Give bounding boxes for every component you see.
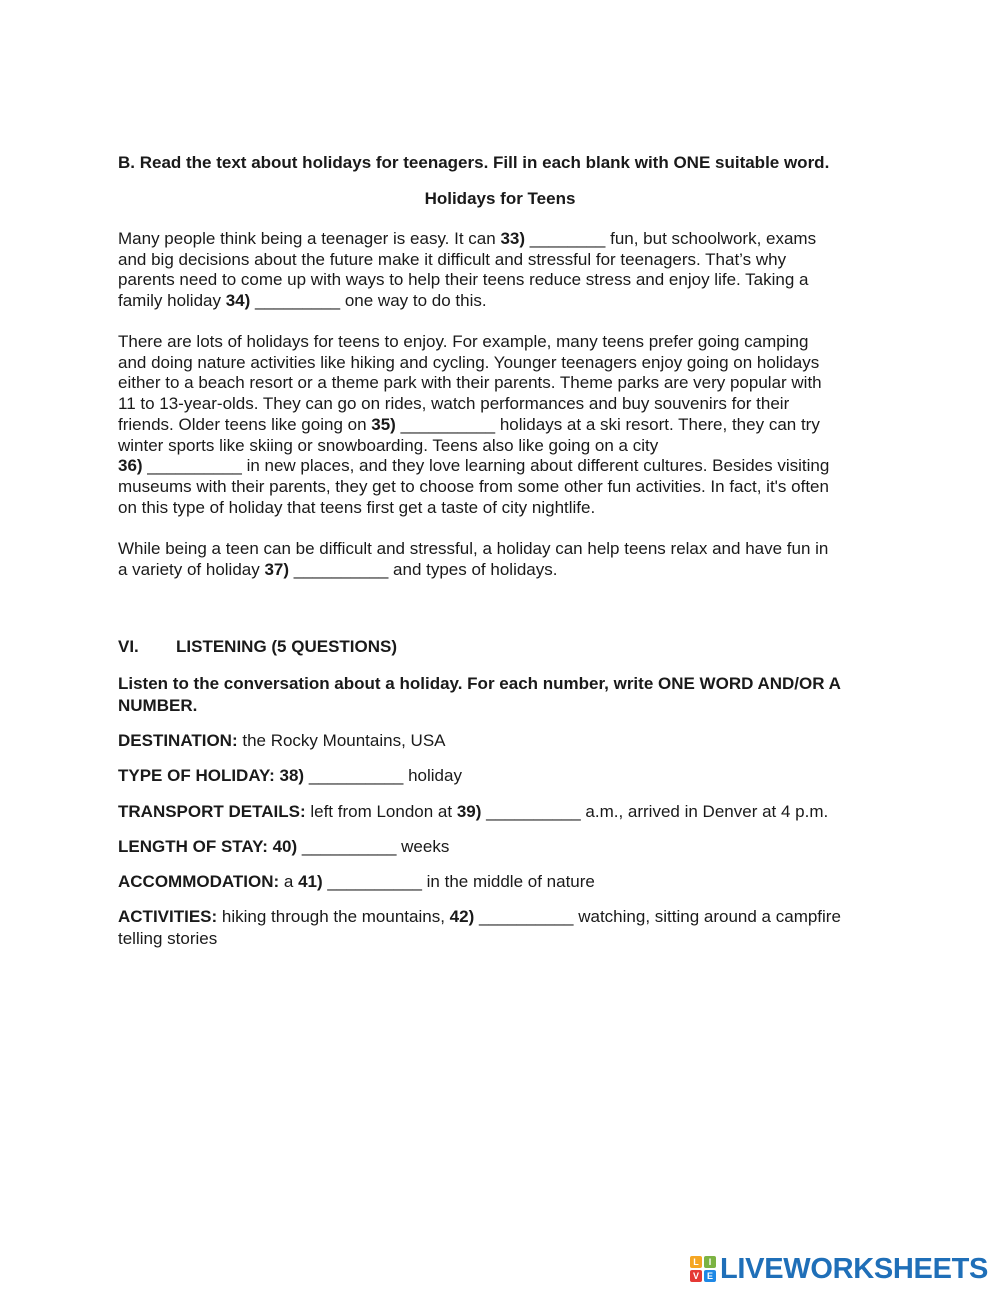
blank-34[interactable]: _________ one way to do this. [250, 291, 487, 311]
blank-40[interactable]: __________ weeks [297, 837, 450, 856]
question-number: 37) [264, 559, 290, 579]
text-line: and doing nature activities like hiking and cycling. Younger teenagers enjoy going on holidays [118, 352, 820, 372]
text-line: parents need to come up with ways to help their teens reduce stress and enjoy life. Taking a [118, 270, 809, 290]
activities-label: ACTIVITIES: [118, 907, 218, 926]
section-vi-heading [118, 637, 397, 657]
text-line: and big decisions about the future make it difficult and stressful for teenagers. That’s why [118, 249, 787, 269]
text-line: winter sports like skiing or snowboarding. Teens also like going on a city [118, 435, 659, 455]
blank-33[interactable]: ________ fun, but schoolwork, exams [525, 229, 817, 248]
transport-label: TRANSPORT DETAILS: [118, 802, 306, 821]
text-line: friends. Older teens like going on 35) __________ holidays at a ski resort. There, they can try [118, 414, 820, 434]
section-b-instruction: B. Read the text about holidays for teenagers. Fill in each blank with ONE suitable word. [118, 153, 830, 172]
destination-value: the Rocky Mountains, USA [237, 731, 446, 750]
blank-41[interactable]: __________ in the middle of nature [322, 872, 595, 891]
section-title: LISTENING (5 QUESTIONS) [176, 637, 398, 656]
question-number: 39) [456, 802, 482, 821]
logo-text: LIVEWORKSHEETS [720, 1252, 989, 1285]
blank-38[interactable]: __________ holiday [304, 766, 462, 785]
destination-label: DESTINATION: [118, 731, 238, 750]
text-line: family holiday 34) _________ one way to do this. [118, 291, 487, 311]
question-number: 36) [118, 456, 143, 476]
question-number: 42) [449, 907, 475, 926]
paragraph-2 [118, 332, 882, 518]
question-number: 35) [371, 414, 396, 434]
paragraph-1 [118, 229, 882, 312]
blank-42[interactable]: __________ watching, sitting around a campfire [474, 907, 841, 926]
destination-row [118, 730, 446, 752]
length-label: LENGTH OF STAY: 40) [118, 837, 298, 856]
question-number: 34) [225, 291, 251, 311]
text-line: 11 to 13-year-olds. They can go on rides, watch performances and buy souvenirs for their [118, 394, 790, 414]
length-row [118, 836, 449, 858]
transport-row: TRANSPORT DETAILS: left from London at 39) __________ a.m., arrived in Denver at 4 p.m. [118, 802, 829, 821]
type-label: TYPE OF HOLIDAY: 38) [118, 766, 305, 785]
accommodation-row: ACCOMMODATION: a 41) __________ in the middle of nature [118, 872, 595, 891]
text-line: While being a teen can be difficult and stressful, a holiday can help teens relax and have fun in [118, 539, 829, 558]
text-line: museums with their parents, they get to choose from some other fun activities. In fact, it's often [118, 476, 829, 496]
accommodation-label: ACCOMMODATION: [118, 872, 280, 891]
question-number: 41) [298, 872, 323, 891]
blank-39[interactable]: __________ a.m., arrived in Denver at 4 p.m. [481, 802, 829, 821]
blank-37[interactable]: __________ and types of holidays. [289, 559, 558, 579]
text-line [118, 456, 882, 477]
activities-row: ACTIVITIES: hiking through the mountains, 42) __________ watching, sitting around a campfire telling stories [118, 907, 841, 948]
type-row [118, 765, 462, 787]
text-line: either to a beach resort or a theme park with their parents. Theme parks are very popular with [118, 373, 822, 393]
text-line: on this type of holiday that teens first get a taste of city nightlife. [118, 497, 596, 517]
blank-36[interactable]: __________ in new places, and they love learning about different cultures. Besides visiting [142, 456, 830, 476]
liveworksheets-logo [690, 1253, 988, 1285]
text-line: There are lots of holidays for teens to enjoy. For example, many teens prefer going camping [118, 332, 809, 351]
paragraph-3 [118, 539, 882, 580]
section-number: VI. [118, 637, 139, 656]
logo-icon: L I V E [690, 1256, 716, 1282]
reading-title: Holidays for Teens [424, 189, 576, 208]
text-line: Many people think being a teenager is easy. It can 33) ________ fun, but schoolwork, exams [118, 229, 817, 248]
blank-35[interactable]: __________ holidays at a ski resort. There, they can try [395, 414, 820, 434]
text-line: a variety of holiday 37) __________ and types of holidays. [118, 559, 558, 579]
question-number: 33) [500, 229, 526, 248]
listening-instruction: Listen to the conversation about a holiday. For each number, write ONE WORD AND/OR A NUMBER. [118, 674, 841, 715]
